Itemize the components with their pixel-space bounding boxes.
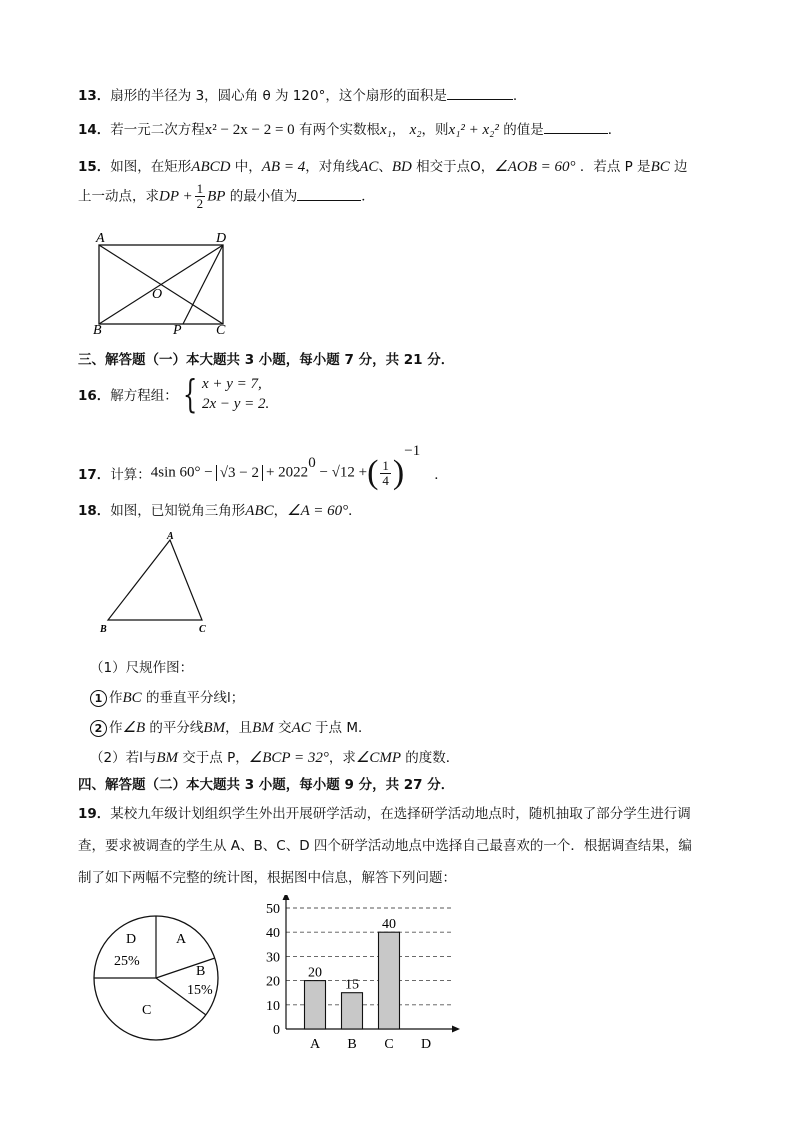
question-number: 13． bbox=[78, 88, 111, 104]
question-text: （2）若l与 bbox=[90, 750, 157, 766]
exponent: −1 bbox=[404, 443, 421, 459]
bar-c bbox=[379, 932, 400, 1029]
question-text: 于点 M． bbox=[310, 720, 372, 736]
math-angle: ∠AOB = 60° bbox=[494, 159, 576, 175]
punct: ． bbox=[607, 122, 622, 138]
question-text: 计算： bbox=[110, 467, 151, 483]
x-tick-label: C bbox=[384, 1037, 394, 1052]
data-label-c: 40 bbox=[382, 917, 396, 933]
label-a: A bbox=[96, 231, 105, 246]
equation-1: x + y = 7, bbox=[201, 376, 262, 392]
section-heading-3: 三、解答题（一）本大题共 3 小题，每小题 7 分，共 21 分． bbox=[78, 352, 455, 368]
fraction-denominator: 4 bbox=[382, 472, 389, 488]
question-text: 的最小值为 bbox=[225, 188, 298, 205]
rectangle-figure bbox=[88, 228, 248, 338]
math-angle: ∠B bbox=[122, 720, 146, 736]
question-text: 作 bbox=[109, 690, 123, 706]
equation-2: 2x − y = 2. bbox=[201, 396, 270, 412]
y-tick-label: 30 bbox=[266, 950, 280, 966]
pie-label-b: B bbox=[196, 964, 206, 979]
question-number: 18． bbox=[78, 503, 111, 519]
circled-number: 2 bbox=[90, 720, 107, 737]
question-number: 19． bbox=[78, 806, 111, 822]
x-tick-label: A bbox=[309, 1037, 321, 1052]
label-a: A bbox=[167, 531, 174, 542]
answer-blank bbox=[447, 85, 513, 100]
question-text: ．若点 P 是 bbox=[575, 159, 651, 175]
question-text: 解方程组： bbox=[110, 388, 178, 404]
question-text: 相交于点O， bbox=[411, 159, 495, 175]
punct: ． bbox=[434, 467, 448, 483]
punct: ， bbox=[391, 122, 410, 138]
fraction-denominator: 2 bbox=[196, 196, 204, 211]
math-expression: + 2022 bbox=[265, 464, 309, 481]
label-p: P bbox=[173, 323, 182, 338]
punct: ． bbox=[361, 188, 375, 205]
question-text: 中， bbox=[230, 159, 262, 175]
x-tick-label: B bbox=[347, 1037, 357, 1052]
question-text: 有两个实数根 bbox=[294, 122, 380, 138]
question-text: 的度数． bbox=[401, 750, 460, 766]
equation-system bbox=[202, 374, 269, 414]
question-number: 17． bbox=[78, 467, 111, 483]
label-c: C bbox=[199, 624, 206, 635]
question-text: 上一动点，求 bbox=[78, 188, 159, 205]
math-expression: − √12 + bbox=[315, 464, 368, 481]
math-angle: ∠BCP = 32° bbox=[248, 750, 329, 766]
question-15-line-2 bbox=[78, 182, 375, 211]
question-number: 14． bbox=[78, 122, 111, 138]
math-var: BM bbox=[252, 720, 274, 736]
y-tick-label: 40 bbox=[266, 926, 280, 942]
question-text: 某校九年级计划组织学生外出开展研学活动，在选择研学活动地点时，随机抽取了部分学生进行调 bbox=[110, 806, 691, 822]
math-var: BP bbox=[207, 188, 226, 205]
fraction bbox=[195, 182, 206, 211]
fraction bbox=[380, 459, 391, 488]
question-13 bbox=[78, 84, 517, 104]
question-16 bbox=[78, 374, 269, 414]
data-label-b: 15 bbox=[345, 977, 359, 993]
bar-a bbox=[305, 981, 326, 1029]
question-text: ，且 bbox=[225, 720, 253, 736]
y-tick-label: 50 bbox=[266, 902, 280, 917]
y-tick-label: 0 bbox=[273, 1023, 280, 1038]
x-tick-label: D bbox=[420, 1037, 432, 1052]
bar-chart bbox=[256, 895, 466, 1055]
math-angle: ∠A = 60° bbox=[287, 503, 349, 519]
answer-blank bbox=[297, 186, 361, 201]
math-expression: x₁² + x₂² bbox=[448, 122, 499, 138]
label-o: O bbox=[152, 287, 163, 302]
math-var: AC bbox=[291, 720, 311, 736]
question-text: 的平分线 bbox=[145, 720, 204, 736]
question-text: 、 bbox=[378, 159, 392, 175]
question-18-part-1: （1）尺规作图： bbox=[90, 660, 194, 676]
absolute-value: √3 − 2 bbox=[216, 465, 263, 481]
system-brace: { bbox=[182, 372, 198, 416]
math-var: BD bbox=[391, 159, 412, 175]
math-var: AC bbox=[359, 159, 379, 175]
math-angle: ∠CMP bbox=[355, 750, 402, 766]
question-text: 的垂直平分线l； bbox=[141, 690, 245, 706]
pie-label-c: C bbox=[142, 1003, 152, 1018]
y-axis-arrow bbox=[283, 895, 290, 900]
pie-divider-right bbox=[156, 958, 215, 978]
label-d: D bbox=[216, 231, 227, 246]
fraction-numerator: 1 bbox=[196, 181, 204, 196]
math-root-1: x₁ bbox=[379, 122, 392, 138]
question-19-line-2: 查，要求被调查的学生从 A、B、C、D 四个研学活动地点中选择自己最喜欢的一个．根据调查结果，编 bbox=[78, 838, 692, 854]
answer-blank bbox=[544, 119, 608, 134]
question-18-step-1 bbox=[90, 686, 244, 707]
pie-percent-d: 25% bbox=[114, 954, 140, 969]
section-heading-4: 四、解答题（二）本大题共 3 小题，每小题 9 分，共 27 分． bbox=[78, 777, 455, 793]
math-root-2: x₂ bbox=[409, 122, 422, 138]
x-axis-arrow bbox=[452, 1026, 460, 1033]
math-var: ABCD bbox=[191, 159, 231, 175]
math-expression: DP + bbox=[159, 188, 193, 205]
y-tick-label: 20 bbox=[266, 974, 280, 990]
question-text: 扇形的半径为 3，圆心角 θ 为 120°，这个扇形的面积是 bbox=[110, 88, 447, 104]
pie-percent-b: 15% bbox=[187, 983, 213, 998]
question-text: 交 bbox=[273, 720, 292, 736]
label-c: C bbox=[216, 323, 226, 338]
left-paren: ( bbox=[367, 454, 379, 491]
question-text: 交于点 P， bbox=[178, 750, 249, 766]
question-18-step-2 bbox=[90, 716, 371, 737]
question-text: 如图，在矩形 bbox=[110, 159, 192, 175]
label-b: B bbox=[100, 624, 107, 635]
exponent: 0 bbox=[308, 455, 316, 471]
question-text: 作 bbox=[109, 720, 123, 736]
punct: . bbox=[512, 88, 518, 104]
y-tick-label: 10 bbox=[266, 998, 280, 1014]
label-b: B bbox=[93, 323, 102, 338]
question-18 bbox=[78, 499, 362, 520]
fraction-numerator: 1 bbox=[382, 457, 389, 473]
math-var: BM bbox=[156, 750, 179, 766]
question-number: 15． bbox=[78, 159, 111, 175]
pie-label-d: D bbox=[126, 932, 137, 947]
math-var: ABC bbox=[245, 503, 274, 519]
question-17 bbox=[78, 443, 448, 492]
question-text: 若一元二次方程 bbox=[110, 122, 205, 138]
pie-chart bbox=[90, 912, 230, 1052]
question-19-line-1 bbox=[78, 802, 691, 822]
pie-label-a: A bbox=[176, 932, 187, 947]
question-text: 如图，已知锐角三角形 bbox=[110, 503, 246, 519]
question-text: ，对角线 bbox=[305, 159, 360, 175]
punct: ． bbox=[348, 503, 362, 519]
circled-number: 1 bbox=[90, 690, 107, 707]
math-equation: AB = 4 bbox=[261, 159, 306, 175]
triangle-figure bbox=[96, 530, 221, 635]
math-equation: x² − 2x − 2 = 0 bbox=[204, 122, 295, 138]
right-paren: ) bbox=[392, 454, 405, 491]
data-label-a: 20 bbox=[308, 965, 322, 981]
question-text: ，则 bbox=[421, 122, 449, 138]
question-15-line-1 bbox=[78, 155, 688, 176]
question-text: 边 bbox=[669, 159, 688, 175]
question-number: 16． bbox=[78, 388, 111, 404]
math-var: BC bbox=[650, 159, 670, 175]
punct: ， bbox=[273, 503, 288, 519]
segment-dp bbox=[183, 245, 223, 324]
math-var: BC bbox=[122, 690, 142, 706]
math-var: BM bbox=[203, 720, 226, 736]
question-19-line-3: 制了如下两幅不完整的统计图，根据图中信息，解答下列问题： bbox=[78, 870, 456, 886]
question-14 bbox=[78, 118, 621, 139]
question-text: ，求 bbox=[328, 750, 356, 766]
question-18-part-2 bbox=[90, 746, 459, 767]
triangle-abc bbox=[108, 540, 202, 620]
question-text: 的值是 bbox=[498, 122, 544, 138]
math-expression: 4sin 60° − bbox=[150, 464, 213, 481]
bar-b bbox=[342, 993, 363, 1029]
